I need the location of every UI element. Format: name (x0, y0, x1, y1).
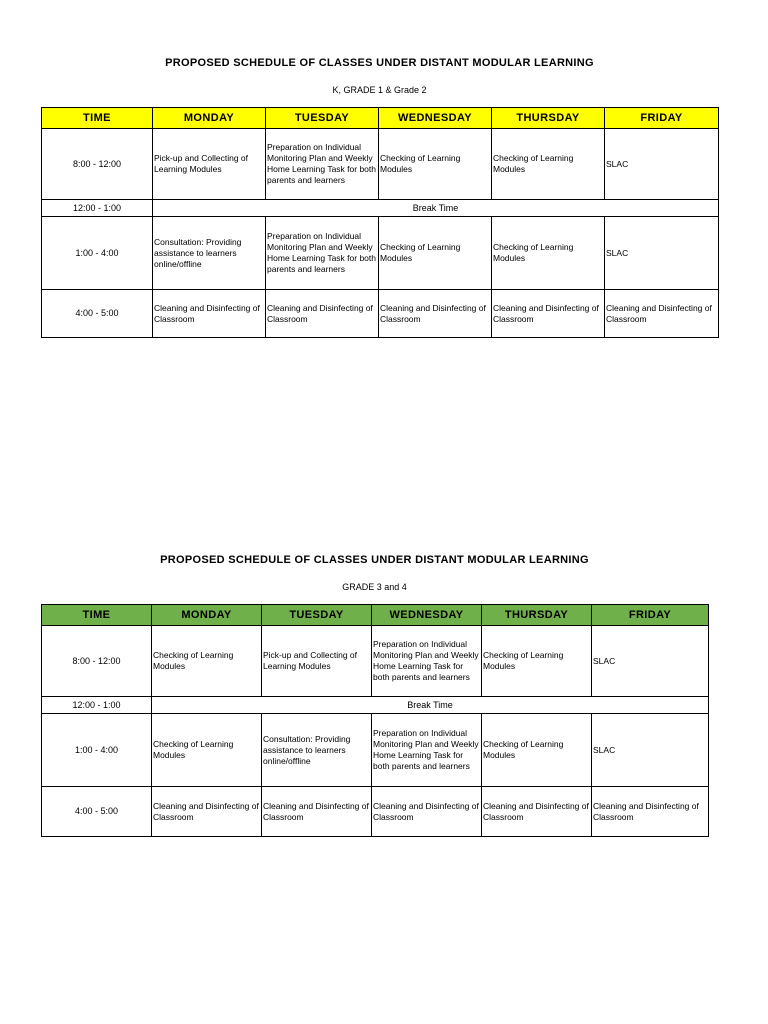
cell-thursday: Cleaning and Disinfecting of Classroom (492, 290, 605, 338)
cell-monday: Checking of Learning Modules (152, 714, 262, 787)
cell-friday: SLAC (605, 217, 719, 290)
break-cell: Break Time (153, 200, 719, 217)
table-row-morning (42, 129, 719, 200)
cell-friday: Cleaning and Disinfecting of Classroom (592, 787, 709, 837)
time-cell: 8:00 - 12:00 (42, 626, 152, 697)
time-cell: 12:00 - 1:00 (42, 697, 152, 714)
break-cell: Break Time (152, 697, 709, 714)
time-cell: 4:00 - 5:00 (42, 290, 153, 338)
header-friday: FRIDAY (592, 605, 709, 626)
cell-wednesday: Cleaning and Disinfecting of Classroom (379, 290, 492, 338)
table-row-morning (42, 626, 709, 697)
schedule-table (41, 604, 709, 837)
cell-tuesday: Preparation on Individual Monitoring Plan and Weekly Home Learning Task for both parents and learners (266, 129, 379, 200)
header-row (42, 108, 719, 129)
header-tuesday: TUESDAY (266, 108, 379, 129)
cell-friday: SLAC (592, 626, 709, 697)
cell-thursday: Checking of Learning Modules (482, 626, 592, 697)
header-friday: FRIDAY (605, 108, 719, 129)
schedule-title: PROPOSED SCHEDULE OF CLASSES UNDER DISTANT MODULAR LEARNING (160, 554, 589, 566)
header-tuesday: TUESDAY (262, 605, 372, 626)
header-monday: MONDAY (153, 108, 266, 129)
cell-thursday: Checking of Learning Modules (492, 129, 605, 200)
header-wednesday: WEDNESDAY (379, 108, 492, 129)
cell-thursday: Checking of Learning Modules (482, 714, 592, 787)
table-row-afternoon (42, 714, 709, 787)
schedule-k-grade-1-2 (41, 56, 718, 338)
header-time: TIME (42, 108, 153, 129)
schedule-subtitle: K, GRADE 1 & Grade 2 (332, 85, 427, 95)
time-cell: 8:00 - 12:00 (42, 129, 153, 200)
cell-wednesday: Checking of Learning Modules (379, 129, 492, 200)
cell-monday: Consultation: Providing assistance to learners online/offline (153, 217, 266, 290)
header-wednesday: WEDNESDAY (372, 605, 482, 626)
cell-friday: SLAC (592, 714, 709, 787)
cell-tuesday: Preparation on Individual Monitoring Plan and Weekly Home Learning Task for both parents and learners (266, 217, 379, 290)
header-time: TIME (42, 605, 152, 626)
cell-wednesday: Checking of Learning Modules (379, 217, 492, 290)
cell-wednesday: Preparation on Individual Monitoring Plan and Weekly Home Learning Task for both parents and learners (372, 626, 482, 697)
schedule-grade-3-4 (41, 553, 708, 837)
time-cell: 12:00 - 1:00 (42, 200, 153, 217)
schedule-title: PROPOSED SCHEDULE OF CLASSES UNDER DISTANT MODULAR LEARNING (165, 57, 594, 69)
cell-monday: Checking of Learning Modules (152, 626, 262, 697)
cell-friday: SLAC (605, 129, 719, 200)
cell-thursday: Cleaning and Disinfecting of Classroom (482, 787, 592, 837)
cell-tuesday: Consultation: Providing assistance to learners online/offline (262, 714, 372, 787)
time-cell: 1:00 - 4:00 (42, 714, 152, 787)
time-cell: 1:00 - 4:00 (42, 217, 153, 290)
table-row-break (42, 697, 709, 714)
cell-thursday: Checking of Learning Modules (492, 217, 605, 290)
header-row (42, 605, 709, 626)
table-row-cleaning (42, 787, 709, 837)
header-thursday: THURSDAY (482, 605, 592, 626)
cell-friday: Cleaning and Disinfecting of Classroom (605, 290, 719, 338)
table-row-break (42, 200, 719, 217)
table-row-cleaning (42, 290, 719, 338)
time-cell: 4:00 - 5:00 (42, 787, 152, 837)
header-thursday: THURSDAY (492, 108, 605, 129)
cell-tuesday: Cleaning and Disinfecting of Classroom (266, 290, 379, 338)
cell-tuesday: Cleaning and Disinfecting of Classroom (262, 787, 372, 837)
cell-tuesday: Pick-up and Collecting of Learning Modules (262, 626, 372, 697)
cell-wednesday: Cleaning and Disinfecting of Classroom (372, 787, 482, 837)
header-monday: MONDAY (152, 605, 262, 626)
table-row-afternoon (42, 217, 719, 290)
cell-monday: Pick-up and Collecting of Learning Modules (153, 129, 266, 200)
cell-wednesday: Preparation on Individual Monitoring Plan and Weekly Home Learning Task for both parents and learners (372, 714, 482, 787)
cell-monday: Cleaning and Disinfecting of Classroom (152, 787, 262, 837)
cell-monday: Cleaning and Disinfecting of Classroom (153, 290, 266, 338)
schedule-table (41, 107, 719, 338)
schedule-subtitle: GRADE 3 and 4 (342, 582, 407, 592)
